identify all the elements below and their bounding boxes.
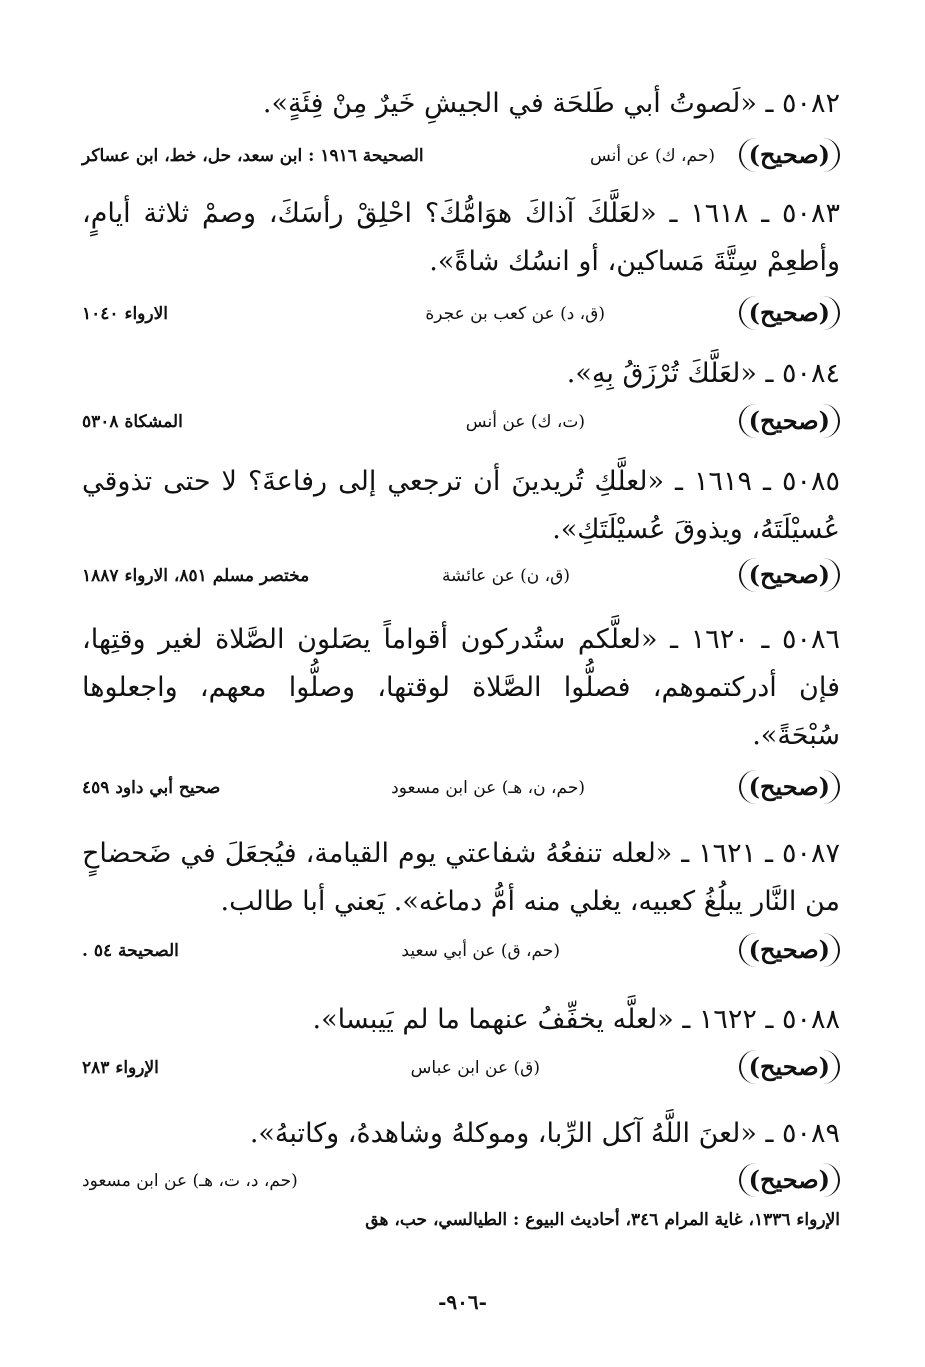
grade-badge: (صحيح) [739,296,840,330]
reference: الارواء ١٠٤٠ [82,304,169,324]
grade-badge: (صحيح) [739,404,840,438]
grade-badge: (صحيح) [739,933,840,967]
reference: الصحيحة ١٩١٦ : ابن سعد، حل، خط، ابن عساكر [82,146,424,166]
source-line-5085 [82,558,840,598]
reference: مختصر مسلم ٨٥١، الارواء ١٨٨٧ [82,566,310,586]
hadith-entry-5085: ٥٠٨٥ ـ ١٦١٩ ـ «لعلَّكِ تُريدينَ أن ترجعي إلى رفاعةَ؟ لا حتى تذوقي عُسيْلَتَهُ، ويذوقَ عُسيْلَتَكِ». [82,466,840,545]
grade-badge: (صحيح) [739,1050,840,1084]
source-line-5089 [82,1163,840,1203]
hadith-entry-5088: ٥٠٨٨ ـ ١٦٢٢ ـ «لعلَّه يخفِّفُ عنهما ما لم يَيبسا». [312,1004,840,1035]
hadith-entry-5086: ٥٠٨٦ ـ ١٦٢٠ ـ «لعلَّكم ستُدركون أقواماً يصَلون الصَّلاة لغير وقتِها، فإن أدركتموهم، فصلُّوا الصَّلاة لوقتها، وصلُّوا معهم، واجعلوها سُبْحَةً». [82,624,841,751]
narrator: (ق، د) عن كعب بن عجرة [425,304,605,324]
page-number: -٩٠٦- [438,1290,487,1314]
source-line-5086 [82,770,840,810]
reference: المشكاة ٥٣٠٨ [82,412,183,432]
grade-badge: (صحيح) [739,770,840,804]
narrator: (حم، ك) عن أنس [589,146,715,166]
narrator: (ق) عن ابن عباس [410,1058,540,1078]
source-line-5088 [82,1050,840,1090]
narrator: (حم، د، ت، هـ) عن ابن مسعود [82,1171,298,1191]
reference: صحيح أبي داود ٤٥٩ [82,778,221,798]
narrator: (حم، ن، هـ) عن ابن مسعود [391,778,585,798]
reference: الإرواء ٢٨٣ [82,1058,159,1078]
hadith-entry-5089: ٥٠٨٩ ـ «لعنَ اللَّهُ آكل الرِّبا، وموكلهُ وشاهدهُ، وكاتبهُ». [249,1118,840,1149]
reference-footer: الإرواء ١٣٣٦، غاية المرام ٣٤٦، أحاديث البيوع : الطيالسي، حب، هق [365,1210,840,1230]
hadith-entry-5082: ٥٠٨٢ ـ «لَصوتُ أبي طَلحَة في الجيشِ خَيرٌ مِنْ فِئَةٍ». [262,88,840,119]
hadith-entry-5087: ٥٠٨٧ ـ ١٦٢١ ـ «لعله تنفعُهُ شفاعتي يوم القيامة، فيُجعَلَ في ضَحضاحٍ من النَّار يبلُغُ كعبيه، يغلي منه أمُّ دماغه». يَعني أبا طالب. [82,838,840,917]
source-line-5082 [82,138,840,178]
source-line-5083 [82,296,840,336]
reference: الصحيحة ٥٤ . [82,941,179,961]
narrator: (ق، ن) عن عائشة [441,566,570,586]
source-line-5084 [82,404,840,444]
grade-badge: (صحيح) [739,558,840,592]
grade-badge: (صحيح) [739,138,840,172]
source-line-5087 [82,933,840,973]
hadith-entry-5083: ٥٠٨٣ ـ ١٦١٨ ـ «لعَلَّكَ آذاكَ هوَامُّكَ؟ احْلِقْ رأسَكَ، وصمْ ثلاثة أيامٍ، وأطعِمْ سِتَّةَ مَساكين، أو انسُك شاةً». [82,198,840,277]
hadith-entry-5084: ٥٠٨٤ ـ «لعَلَّكَ تُرْزَقُ بِهِ». [566,358,840,389]
grade-badge: (صحيح) [739,1163,840,1197]
narrator: (ت، ك) عن أنس [465,412,585,432]
narrator: (حم، ق) عن أبي سعيد [401,941,560,961]
